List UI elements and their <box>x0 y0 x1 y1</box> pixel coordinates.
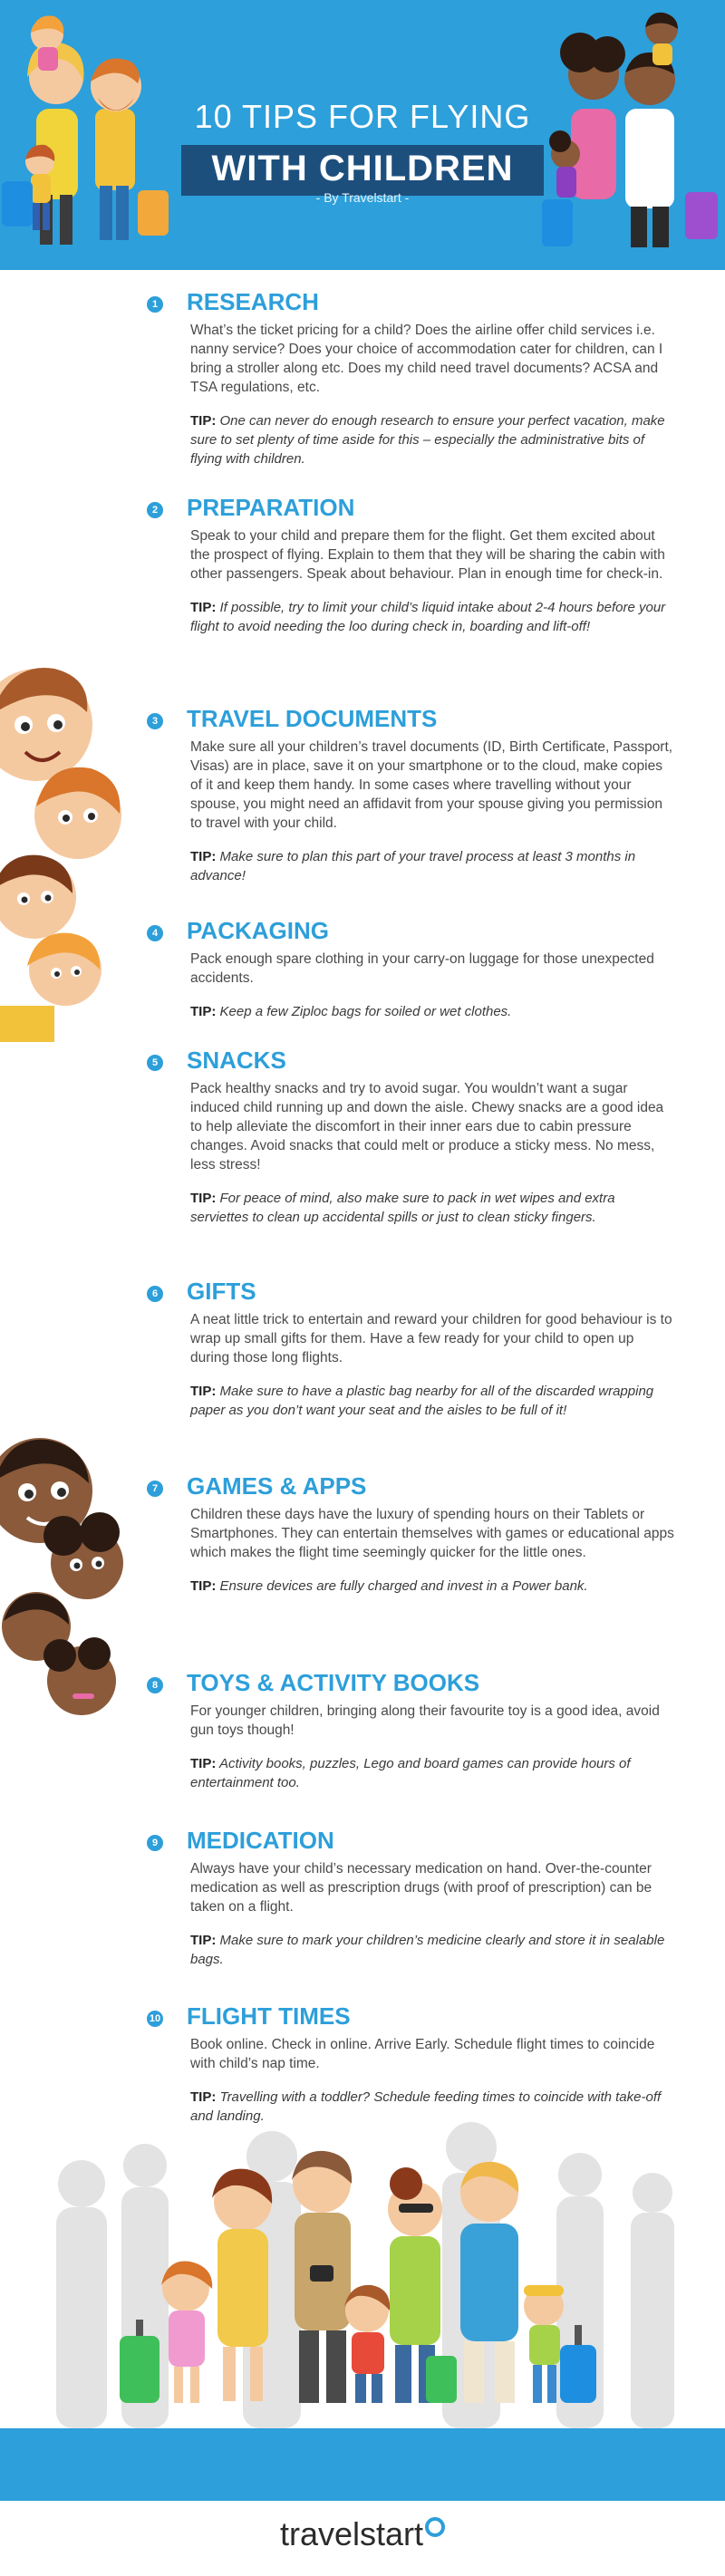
tip-label: TIP: <box>190 1578 217 1594</box>
tip-note-text: Make sure to plan this part of your travel process at least 3 months in advance! <box>190 849 636 883</box>
tip-label: TIP: <box>190 1004 217 1019</box>
tip-gifts <box>149 1278 674 1420</box>
tip-note <box>190 1382 674 1420</box>
tip-note-text: One can never do enough research to ensure your perfect vacation, make sure to set plenty of time aside for this – especially the administrative bits of flying with children. <box>190 413 665 467</box>
travelstart-logo <box>0 2515 725 2553</box>
tip-title: TRAVEL DOCUMENTS <box>187 705 438 732</box>
tip-note-text: Travelling with a toddler? Schedule feeding times to coincide with take-off and landing. <box>190 2089 662 2124</box>
brand-name: travelstart <box>279 2515 424 2552</box>
tip-number-badge: 7 <box>147 1481 163 1497</box>
tip-note-text: Make sure to have a plastic bag nearby for all of the discarded wrapping paper as you don’t want your seat and the aisles to be full of it! <box>190 1384 654 1418</box>
tip-number-badge: 2 <box>147 502 163 518</box>
tip-note <box>190 1002 674 1021</box>
tip-research <box>149 288 674 468</box>
tip-number-badge: 6 <box>147 1286 163 1302</box>
tip-title: FLIGHT TIMES <box>187 2002 351 2030</box>
tip-note-text: Make sure to mark your children’s medicine clearly and store it in sealable bags. <box>190 1933 665 1967</box>
tip-note-text: Ensure devices are fully charged and invest in a Power bank. <box>219 1578 588 1594</box>
tip-toys-activity-books <box>149 1669 674 1792</box>
tip-label: TIP: <box>190 1384 217 1399</box>
tip-label: TIP: <box>190 2089 217 2105</box>
tip-body: A neat little trick to entertain and reward your children for good behaviour is to wrap up small gifts for them. Have a few ready for your child to open up during those long flights. <box>190 1312 672 1365</box>
tip-note-text: Activity books, puzzles, Lego and board games can provide hours of entertainment too. <box>190 1756 631 1790</box>
tip-title: GAMES & APPS <box>187 1472 367 1500</box>
tip-body: Pack enough spare clothing in your carry-on luggage for those unexpected accidents. <box>190 951 654 986</box>
tip-note <box>190 1189 674 1227</box>
tip-title: PACKAGING <box>187 917 329 944</box>
tip-games-apps <box>149 1472 674 1596</box>
tip-note <box>190 847 674 885</box>
tip-label: TIP: <box>190 1756 217 1771</box>
tip-number-badge: 5 <box>147 1055 163 1071</box>
tip-body: Speak to your child and prepare them for the flight. Get them excited about the prospect of flying. Explain to them that they will be sharing the cabin with other passengers. Speak about behaviour. Plan in enough time for check-in. <box>190 528 665 582</box>
tip-title: RESEARCH <box>187 288 319 315</box>
tip-note <box>190 1931 674 1969</box>
tip-body: Always have your child’s necessary medication on hand. Over-the-counter medication as well as prescription drugs (with proof of prescription) can be taken on a flight. <box>190 1861 652 1915</box>
tip-number-badge: 8 <box>147 1677 163 1693</box>
title-line-1: 10 TIPS FOR FLYING <box>194 98 531 135</box>
tip-body: Pack healthy snacks and try to avoid sugar. You wouldn’t want a sugar induced child running up and down the aisle. Chewy snacks are a good idea to help alleviate the discomfort in their inner ears due to cabin pressure changes. Avoid snacks that could melt or produce a sticky mess. No mess, less stress! <box>190 1081 664 1172</box>
tip-note-text: If possible, try to limit your child’s liquid intake about 2-4 hours before your flight to avoid needing the loo during check in, boarding and lift-off! <box>190 600 666 634</box>
tip-note <box>190 1754 674 1792</box>
tip-note <box>190 411 674 468</box>
tip-number-badge: 1 <box>147 296 163 313</box>
tip-title: SNACKS <box>187 1047 286 1074</box>
tip-body: What’s the ticket pricing for a child? Does the airline offer child services i.e. nanny service? Does your choice of accommodation cater for children, can I bring a stroller along etc. Does my child need travel documents? ACSA and TSA regulations, etc. <box>190 323 663 395</box>
brand-ring-icon <box>425 2517 445 2537</box>
tip-number-badge: 3 <box>147 713 163 729</box>
tip-label: TIP: <box>190 849 217 864</box>
tip-note <box>190 598 674 636</box>
title-line-2: WITH CHILDREN <box>211 149 514 188</box>
tip-number-badge: 10 <box>147 2011 163 2027</box>
tip-title: PREPARATION <box>187 494 355 521</box>
tip-title: TOYS & ACTIVITY BOOKS <box>187 1669 480 1696</box>
tip-note-text: Keep a few Ziploc bags for soiled or wet clothes. <box>219 1004 512 1019</box>
tip-label: TIP: <box>190 1933 217 1948</box>
tip-number-badge: 9 <box>147 1835 163 1851</box>
tip-title: MEDICATION <box>187 1827 334 1854</box>
tip-title: GIFTS <box>187 1278 256 1305</box>
tip-packaging <box>149 917 674 1021</box>
tip-preparation <box>149 494 674 636</box>
tip-note-text: For peace of mind, also make sure to pack in wet wipes and extra serviettes to clean up accidental spills or just to clean sticky fingers. <box>190 1191 615 1225</box>
byline: - By Travelstart - <box>315 190 410 205</box>
tip-number-badge: 4 <box>147 925 163 941</box>
tip-note <box>190 1577 674 1596</box>
tip-travel-documents <box>149 705 674 885</box>
tip-body: For younger children, bringing along their favourite toy is a good idea, avoid gun toys though! <box>190 1703 660 1738</box>
tip-body: Children these days have the luxury of spending hours on their Tablets or Smartphones. They can entertain themselves with games or educational apps which makes the flight time seemingly quicker for the little ones. <box>190 1507 674 1560</box>
tip-label: TIP: <box>190 600 217 615</box>
ground-strip <box>0 2428 725 2501</box>
tip-snacks <box>149 1047 674 1227</box>
tip-label: TIP: <box>190 413 217 429</box>
travelling-family-illustration <box>0 2048 725 2428</box>
tip-label: TIP: <box>190 1191 217 1206</box>
tip-medication <box>149 1827 674 1969</box>
tip-body: Make sure all your children’s travel documents (ID, Birth Certificate, Passport, Visas) are in place, save it on your smartphone or to the cloud, make copies of it and keep them handy. In some cases where travelling without your spouse, you might need an affidavit from your spouse giving you permission to travel with your child. <box>190 739 673 831</box>
tip-body: Book online. Check in online. Arrive Early. Schedule flight times to coincide with child’s nap time. <box>190 2037 655 2071</box>
